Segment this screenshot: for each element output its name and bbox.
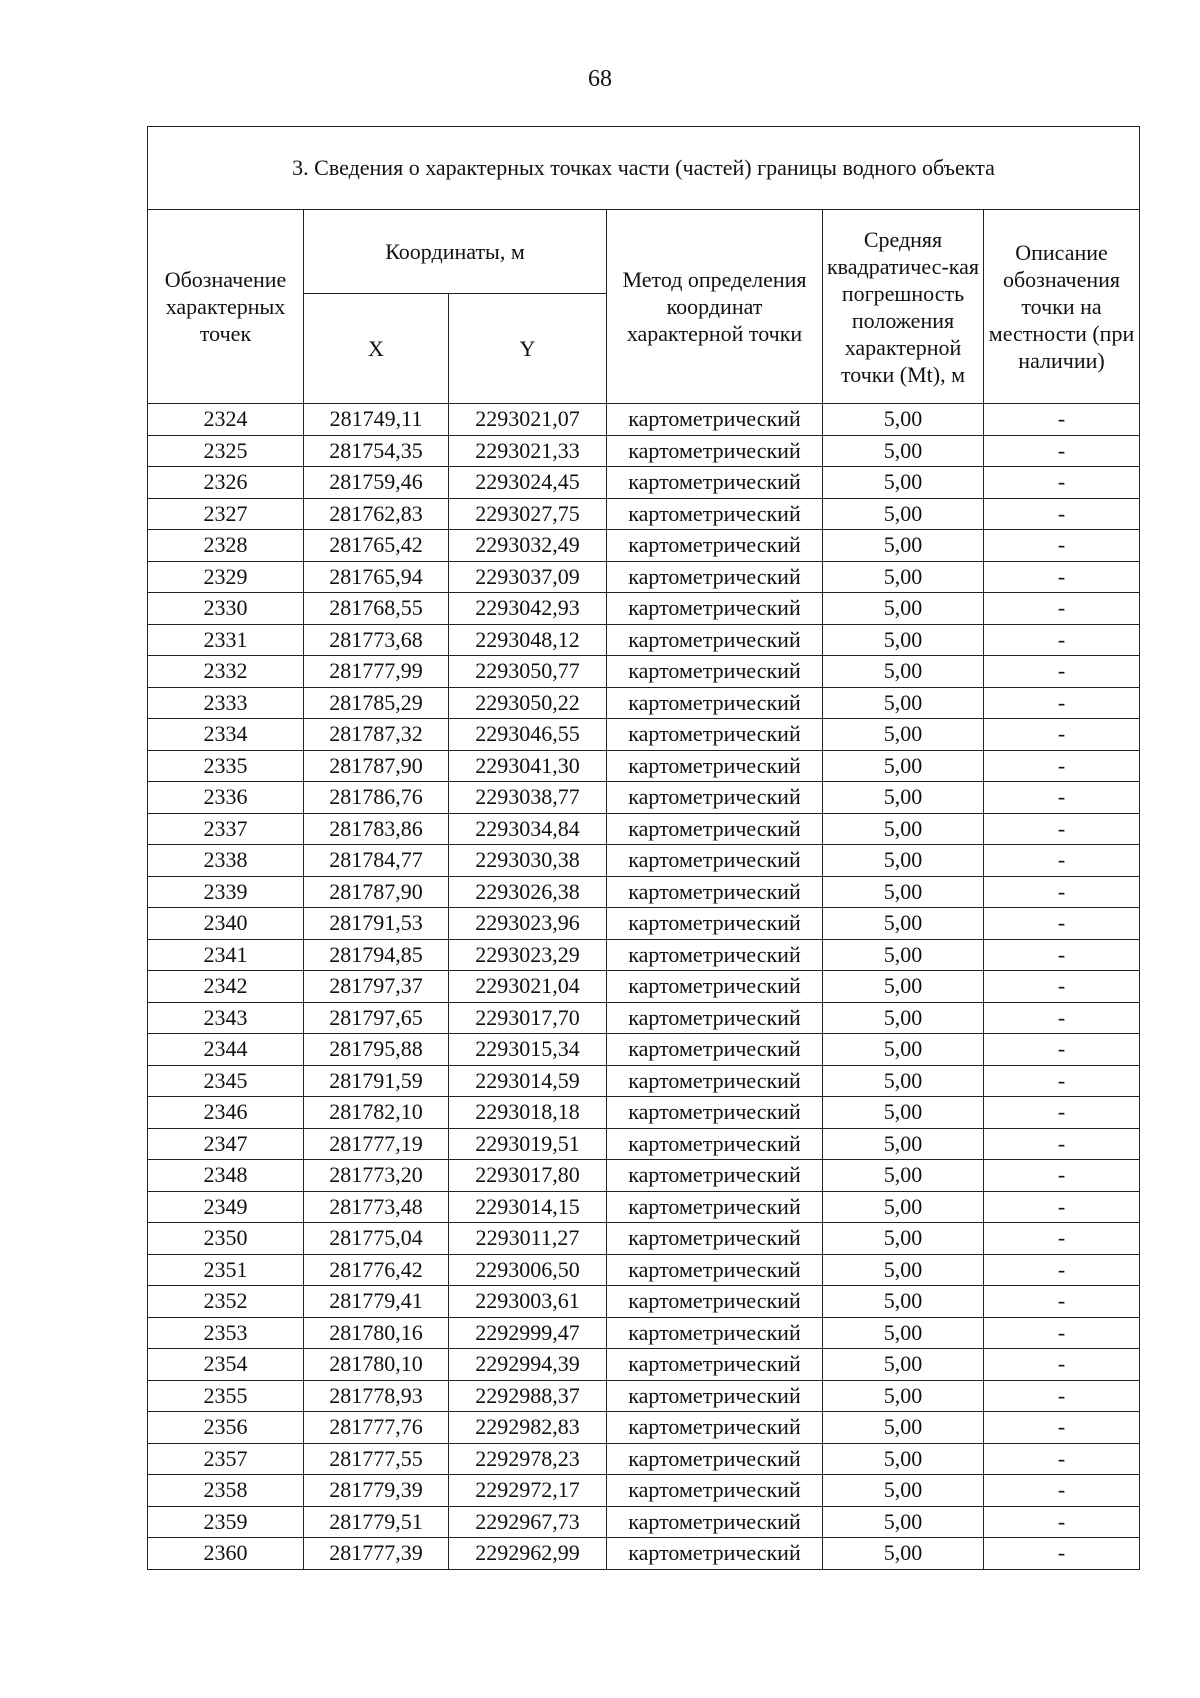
characteristic-points-table (147, 126, 1140, 1570)
description-cell: - (984, 939, 1140, 971)
table-row (148, 1065, 1140, 1097)
mt-cell: 5,00 (823, 1317, 984, 1349)
description-cell: - (984, 1191, 1140, 1223)
description-cell: - (984, 1002, 1140, 1034)
method-cell: картометрический (607, 1538, 823, 1570)
mt-cell: 5,00 (823, 1538, 984, 1570)
table-row (148, 687, 1140, 719)
mt-cell: 5,00 (823, 845, 984, 877)
method-cell: картометрический (607, 1128, 823, 1160)
y-cell: 2293038,77 (449, 782, 607, 814)
x-cell: 281765,42 (304, 530, 449, 562)
method-cell: картометрический (607, 1034, 823, 1066)
x-cell: 281773,68 (304, 624, 449, 656)
mt-cell: 5,00 (823, 404, 984, 436)
point-id-cell: 2327 (148, 498, 304, 530)
y-cell: 2292994,39 (449, 1349, 607, 1381)
x-cell: 281754,35 (304, 435, 449, 467)
table-row (148, 404, 1140, 436)
x-cell: 281778,93 (304, 1380, 449, 1412)
mt-cell: 5,00 (823, 908, 984, 940)
method-cell: картометрический (607, 561, 823, 593)
header-point: Обозначение характерных точек (148, 210, 304, 404)
point-id-cell: 2345 (148, 1065, 304, 1097)
description-cell: - (984, 467, 1140, 499)
y-cell: 2292978,23 (449, 1443, 607, 1475)
table-row (148, 1317, 1140, 1349)
method-cell: картометрический (607, 1065, 823, 1097)
section-title: 3. Сведения о характерных точках части (частей) границы водного объекта (148, 127, 1140, 210)
method-cell: картометрический (607, 939, 823, 971)
y-cell: 2293019,51 (449, 1128, 607, 1160)
x-cell: 281786,76 (304, 782, 449, 814)
mt-cell: 5,00 (823, 656, 984, 688)
y-cell: 2293003,61 (449, 1286, 607, 1318)
point-id-cell: 2333 (148, 687, 304, 719)
point-id-cell: 2346 (148, 1097, 304, 1129)
y-cell: 2293021,07 (449, 404, 607, 436)
description-cell: - (984, 1254, 1140, 1286)
method-cell: картометрический (607, 750, 823, 782)
y-cell: 2293014,15 (449, 1191, 607, 1223)
x-cell: 281787,32 (304, 719, 449, 751)
x-cell: 281791,59 (304, 1065, 449, 1097)
description-cell: - (984, 782, 1140, 814)
x-cell: 281782,10 (304, 1097, 449, 1129)
table-row (148, 435, 1140, 467)
mt-cell: 5,00 (823, 750, 984, 782)
table-row (148, 1506, 1140, 1538)
mt-cell: 5,00 (823, 1223, 984, 1255)
x-cell: 281777,99 (304, 656, 449, 688)
mt-cell: 5,00 (823, 1097, 984, 1129)
x-cell: 281777,55 (304, 1443, 449, 1475)
x-cell: 281780,16 (304, 1317, 449, 1349)
point-id-cell: 2329 (148, 561, 304, 593)
mt-cell: 5,00 (823, 593, 984, 625)
y-cell: 2292967,73 (449, 1506, 607, 1538)
y-cell: 2293037,09 (449, 561, 607, 593)
description-cell: - (984, 1034, 1140, 1066)
table-row (148, 845, 1140, 877)
y-cell: 2293023,29 (449, 939, 607, 971)
description-cell: - (984, 1160, 1140, 1192)
header-x: X (304, 294, 449, 404)
x-cell: 281762,83 (304, 498, 449, 530)
table-row (148, 1160, 1140, 1192)
y-cell: 2293023,96 (449, 908, 607, 940)
y-cell: 2293017,70 (449, 1002, 607, 1034)
table-row (148, 971, 1140, 1003)
mt-cell: 5,00 (823, 971, 984, 1003)
table-row (148, 750, 1140, 782)
description-cell: - (984, 1286, 1140, 1318)
point-id-cell: 2342 (148, 971, 304, 1003)
method-cell: картометрический (607, 719, 823, 751)
point-id-cell: 2348 (148, 1160, 304, 1192)
point-id-cell: 2324 (148, 404, 304, 436)
method-cell: картометрический (607, 1191, 823, 1223)
method-cell: картометрический (607, 782, 823, 814)
description-cell: - (984, 530, 1140, 562)
mt-cell: 5,00 (823, 1002, 984, 1034)
point-id-cell: 2352 (148, 1286, 304, 1318)
x-cell: 281785,29 (304, 687, 449, 719)
table-row (148, 1475, 1140, 1507)
mt-cell: 5,00 (823, 1380, 984, 1412)
x-cell: 281773,20 (304, 1160, 449, 1192)
x-cell: 281776,42 (304, 1254, 449, 1286)
table-row (148, 1538, 1140, 1570)
y-cell: 2292999,47 (449, 1317, 607, 1349)
y-cell: 2293034,84 (449, 813, 607, 845)
point-id-cell: 2351 (148, 1254, 304, 1286)
y-cell: 2293027,75 (449, 498, 607, 530)
description-cell: - (984, 1349, 1140, 1381)
point-id-cell: 2356 (148, 1412, 304, 1444)
x-cell: 281784,77 (304, 845, 449, 877)
header-error: Средняя квадратичес-кая погрешность положения характерной точки (Mt), м (823, 210, 984, 404)
mt-cell: 5,00 (823, 624, 984, 656)
method-cell: картометрический (607, 687, 823, 719)
y-cell: 2293021,04 (449, 971, 607, 1003)
method-cell: картометрический (607, 1002, 823, 1034)
x-cell: 281777,76 (304, 1412, 449, 1444)
description-cell: - (984, 593, 1140, 625)
x-cell: 281779,41 (304, 1286, 449, 1318)
y-cell: 2292972,17 (449, 1475, 607, 1507)
description-cell: - (984, 845, 1140, 877)
point-id-cell: 2341 (148, 939, 304, 971)
y-cell: 2293017,80 (449, 1160, 607, 1192)
x-cell: 281780,10 (304, 1349, 449, 1381)
table-row (148, 1002, 1140, 1034)
table-row (148, 1443, 1140, 1475)
mt-cell: 5,00 (823, 1034, 984, 1066)
description-cell: - (984, 624, 1140, 656)
method-cell: картометрический (607, 1443, 823, 1475)
method-cell: картометрический (607, 624, 823, 656)
x-cell: 281759,46 (304, 467, 449, 499)
method-cell: картометрический (607, 593, 823, 625)
y-cell: 2293030,38 (449, 845, 607, 877)
description-cell: - (984, 656, 1140, 688)
x-cell: 281775,04 (304, 1223, 449, 1255)
mt-cell: 5,00 (823, 1191, 984, 1223)
y-cell: 2293018,18 (449, 1097, 607, 1129)
mt-cell: 5,00 (823, 876, 984, 908)
table-row (148, 1412, 1140, 1444)
mt-cell: 5,00 (823, 1160, 984, 1192)
x-cell: 281765,94 (304, 561, 449, 593)
description-cell: - (984, 1223, 1140, 1255)
description-cell: - (984, 876, 1140, 908)
description-cell: - (984, 719, 1140, 751)
method-cell: картометрический (607, 1349, 823, 1381)
point-id-cell: 2354 (148, 1349, 304, 1381)
table-row (148, 1097, 1140, 1129)
method-cell: картометрический (607, 1475, 823, 1507)
table-row (148, 530, 1140, 562)
description-cell: - (984, 971, 1140, 1003)
point-id-cell: 2359 (148, 1506, 304, 1538)
table-row (148, 498, 1140, 530)
x-cell: 281797,65 (304, 1002, 449, 1034)
y-cell: 2292962,99 (449, 1538, 607, 1570)
method-cell: картометрический (607, 1223, 823, 1255)
method-cell: картометрический (607, 1380, 823, 1412)
y-cell: 2293011,27 (449, 1223, 607, 1255)
x-cell: 281773,48 (304, 1191, 449, 1223)
y-cell: 2292988,37 (449, 1380, 607, 1412)
description-cell: - (984, 498, 1140, 530)
table-row (148, 656, 1140, 688)
description-cell: - (984, 1097, 1140, 1129)
y-cell: 2293026,38 (449, 876, 607, 908)
description-cell: - (984, 687, 1140, 719)
x-cell: 281797,37 (304, 971, 449, 1003)
description-cell: - (984, 1128, 1140, 1160)
description-cell: - (984, 561, 1140, 593)
method-cell: картометрический (607, 404, 823, 436)
table-row (148, 1191, 1140, 1223)
table-row (148, 467, 1140, 499)
mt-cell: 5,00 (823, 939, 984, 971)
method-cell: картометрический (607, 971, 823, 1003)
point-id-cell: 2347 (148, 1128, 304, 1160)
x-cell: 281777,39 (304, 1538, 449, 1570)
page-number: 68 (588, 66, 612, 92)
y-cell: 2293015,34 (449, 1034, 607, 1066)
point-id-cell: 2357 (148, 1443, 304, 1475)
mt-cell: 5,00 (823, 1506, 984, 1538)
point-id-cell: 2339 (148, 876, 304, 908)
description-cell: - (984, 1412, 1140, 1444)
x-cell: 281787,90 (304, 876, 449, 908)
point-id-cell: 2358 (148, 1475, 304, 1507)
method-cell: картометрический (607, 1254, 823, 1286)
method-cell: картометрический (607, 813, 823, 845)
method-cell: картометрический (607, 467, 823, 499)
method-cell: картометрический (607, 1412, 823, 1444)
description-cell: - (984, 1506, 1140, 1538)
table-row (148, 593, 1140, 625)
point-id-cell: 2328 (148, 530, 304, 562)
table-row (148, 1349, 1140, 1381)
y-cell: 2293014,59 (449, 1065, 607, 1097)
mt-cell: 5,00 (823, 719, 984, 751)
table-row (148, 719, 1140, 751)
point-id-cell: 2340 (148, 908, 304, 940)
x-cell: 281795,88 (304, 1034, 449, 1066)
table-row (148, 939, 1140, 971)
method-cell: картометрический (607, 876, 823, 908)
y-cell: 2293050,77 (449, 656, 607, 688)
y-cell: 2293046,55 (449, 719, 607, 751)
mt-cell: 5,00 (823, 782, 984, 814)
table-row (148, 1223, 1140, 1255)
y-cell: 2293048,12 (449, 624, 607, 656)
point-id-cell: 2353 (148, 1317, 304, 1349)
method-cell: картометрический (607, 498, 823, 530)
table-row (148, 813, 1140, 845)
y-cell: 2293024,45 (449, 467, 607, 499)
mt-cell: 5,00 (823, 1443, 984, 1475)
mt-cell: 5,00 (823, 561, 984, 593)
point-id-cell: 2331 (148, 624, 304, 656)
mt-cell: 5,00 (823, 1254, 984, 1286)
method-cell: картометрический (607, 1097, 823, 1129)
x-cell: 281749,11 (304, 404, 449, 436)
x-cell: 281783,86 (304, 813, 449, 845)
y-cell: 2292982,83 (449, 1412, 607, 1444)
method-cell: картометрический (607, 1317, 823, 1349)
point-id-cell: 2334 (148, 719, 304, 751)
point-id-cell: 2360 (148, 1538, 304, 1570)
table-row (148, 1286, 1140, 1318)
point-id-cell: 2338 (148, 845, 304, 877)
y-cell: 2293050,22 (449, 687, 607, 719)
description-cell: - (984, 813, 1140, 845)
mt-cell: 5,00 (823, 1128, 984, 1160)
point-id-cell: 2349 (148, 1191, 304, 1223)
header-method: Метод определения координат характерной точки (607, 210, 823, 404)
description-cell: - (984, 1475, 1140, 1507)
y-cell: 2293032,49 (449, 530, 607, 562)
header-description: Описание обозначения точки на местности (при наличии) (984, 210, 1140, 404)
mt-cell: 5,00 (823, 1065, 984, 1097)
x-cell: 281794,85 (304, 939, 449, 971)
mt-cell: 5,00 (823, 687, 984, 719)
table-row (148, 876, 1140, 908)
table-row (148, 561, 1140, 593)
table-row (148, 1380, 1140, 1412)
method-cell: картометрический (607, 1506, 823, 1538)
method-cell: картометрический (607, 1286, 823, 1318)
header-y: Y (449, 294, 607, 404)
description-cell: - (984, 1443, 1140, 1475)
point-id-cell: 2337 (148, 813, 304, 845)
mt-cell: 5,00 (823, 498, 984, 530)
table-row (148, 782, 1140, 814)
table-row (148, 1128, 1140, 1160)
y-cell: 2293041,30 (449, 750, 607, 782)
point-id-cell: 2326 (148, 467, 304, 499)
mt-cell: 5,00 (823, 1412, 984, 1444)
y-cell: 2293042,93 (449, 593, 607, 625)
table-row (148, 624, 1140, 656)
x-cell: 281779,51 (304, 1506, 449, 1538)
x-cell: 281791,53 (304, 908, 449, 940)
description-cell: - (984, 435, 1140, 467)
header-coordinates: Координаты, м (304, 210, 607, 294)
point-id-cell: 2355 (148, 1380, 304, 1412)
method-cell: картометрический (607, 1160, 823, 1192)
method-cell: картометрический (607, 845, 823, 877)
point-id-cell: 2350 (148, 1223, 304, 1255)
description-cell: - (984, 404, 1140, 436)
x-cell: 281768,55 (304, 593, 449, 625)
point-id-cell: 2335 (148, 750, 304, 782)
point-id-cell: 2336 (148, 782, 304, 814)
table-row (148, 1254, 1140, 1286)
mt-cell: 5,00 (823, 1475, 984, 1507)
description-cell: - (984, 1065, 1140, 1097)
point-id-cell: 2330 (148, 593, 304, 625)
mt-cell: 5,00 (823, 435, 984, 467)
mt-cell: 5,00 (823, 1286, 984, 1318)
method-cell: картометрический (607, 908, 823, 940)
description-cell: - (984, 1317, 1140, 1349)
method-cell: картометрический (607, 656, 823, 688)
x-cell: 281779,39 (304, 1475, 449, 1507)
description-cell: - (984, 908, 1140, 940)
mt-cell: 5,00 (823, 1349, 984, 1381)
description-cell: - (984, 750, 1140, 782)
method-cell: картометрический (607, 530, 823, 562)
point-id-cell: 2325 (148, 435, 304, 467)
method-cell: картометрический (607, 435, 823, 467)
y-cell: 2293021,33 (449, 435, 607, 467)
table-row (148, 1034, 1140, 1066)
x-cell: 281777,19 (304, 1128, 449, 1160)
point-id-cell: 2344 (148, 1034, 304, 1066)
mt-cell: 5,00 (823, 467, 984, 499)
description-cell: - (984, 1380, 1140, 1412)
point-id-cell: 2343 (148, 1002, 304, 1034)
description-cell: - (984, 1538, 1140, 1570)
mt-cell: 5,00 (823, 813, 984, 845)
table-body (148, 404, 1140, 1570)
table-row (148, 908, 1140, 940)
mt-cell: 5,00 (823, 530, 984, 562)
y-cell: 2293006,50 (449, 1254, 607, 1286)
point-id-cell: 2332 (148, 656, 304, 688)
x-cell: 281787,90 (304, 750, 449, 782)
